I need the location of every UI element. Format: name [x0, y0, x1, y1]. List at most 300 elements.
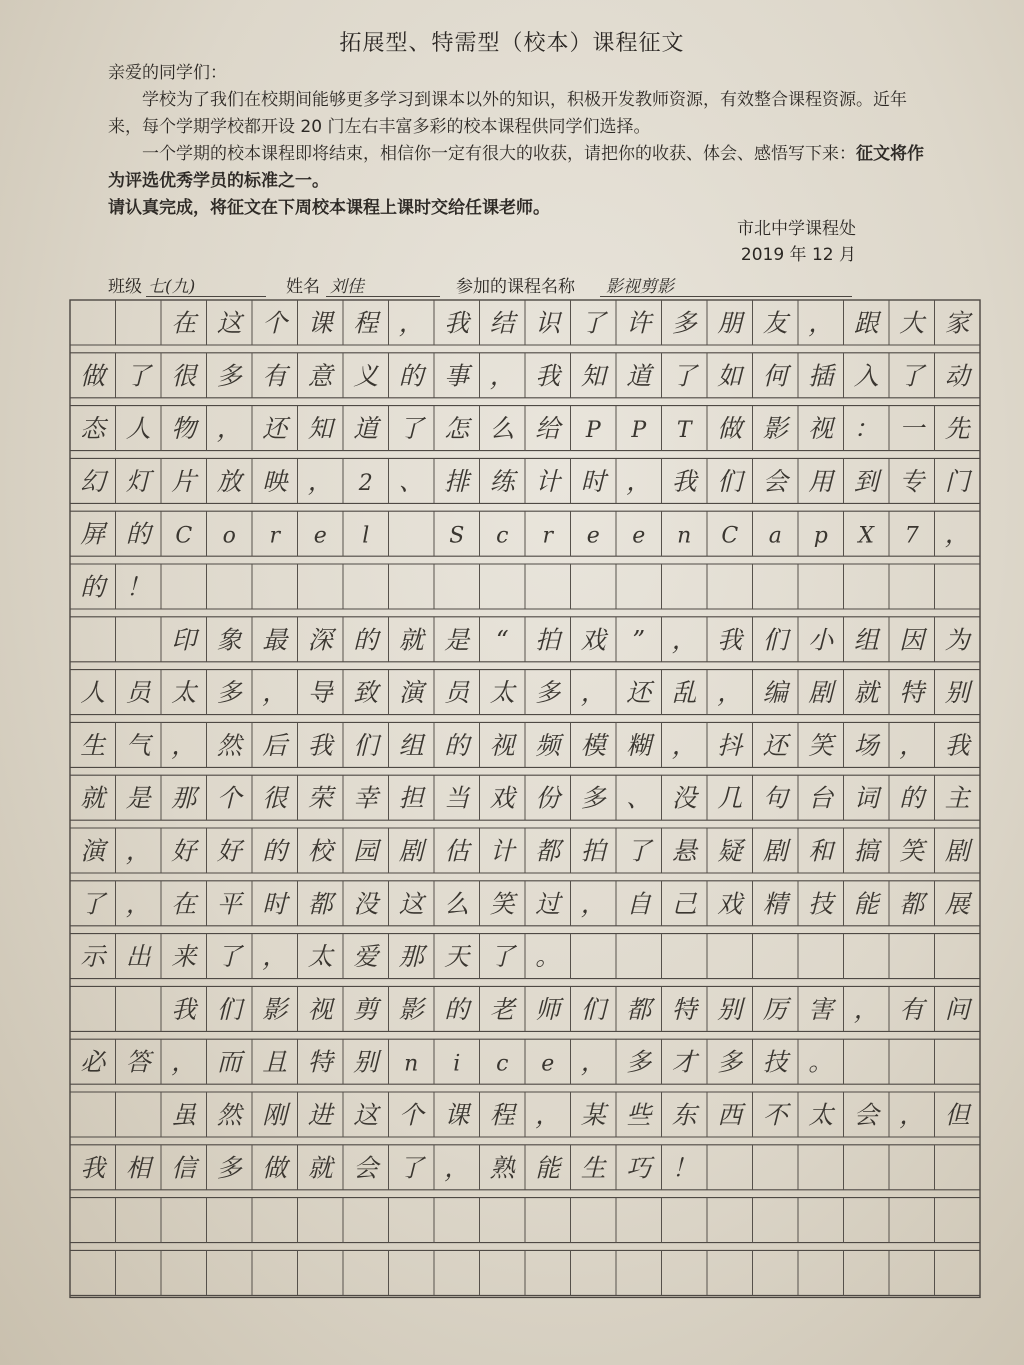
handwritten-char: 剧 — [944, 836, 970, 866]
handwritten-char: 别 — [717, 994, 743, 1024]
handwritten-char: 天 — [444, 942, 470, 972]
handwritten-char: 的 — [398, 361, 424, 391]
handwritten-char: ， — [580, 1047, 606, 1077]
handwritten-char: C — [721, 523, 739, 549]
issuer: 市北中学课程处 — [737, 219, 856, 239]
handwritten-char: 的 — [262, 836, 288, 866]
handwritten-char: 程 — [489, 1100, 515, 1130]
handwritten-char: 都 — [535, 836, 561, 866]
handwritten-char: 了 — [899, 361, 925, 391]
handwritten-char: 会 — [762, 466, 788, 496]
handwritten-char: 己 — [671, 889, 697, 919]
grid-row — [70, 617, 980, 662]
handwritten-char: 组 — [398, 730, 424, 760]
handwritten-char: 还 — [762, 730, 788, 760]
handwritten-char: 给 — [535, 414, 561, 444]
handwritten-char: 个 — [262, 308, 288, 338]
grid-row — [70, 722, 980, 767]
handwritten-char: P — [631, 418, 647, 444]
handwritten-char: 特 — [899, 678, 925, 708]
handwritten-char: 拍 — [580, 836, 606, 866]
handwritten-char: 组 — [853, 625, 879, 655]
handwritten-char: 大 — [899, 308, 925, 338]
handwritten-char: 的 — [444, 730, 470, 760]
handwritten-char: 后 — [262, 730, 288, 760]
handwritten-char: 我 — [671, 466, 697, 496]
handwritten-char: 师 — [535, 994, 561, 1024]
handwritten-char: ， — [626, 466, 652, 496]
handwritten-char: ， — [125, 836, 151, 866]
handwritten-char: 了 — [580, 308, 606, 338]
handwritten-char: l — [362, 523, 370, 549]
intro-paragraph-2-emphasis: 征文将作为评选优秀学员的标准之一。 — [108, 144, 924, 191]
handwritten-char: 太 — [808, 1100, 834, 1130]
handwritten-char: 结 — [489, 308, 515, 338]
handwritten-char: 进 — [307, 1100, 333, 1130]
grid-row — [70, 934, 980, 979]
handwritten-char: 人 — [125, 414, 151, 444]
handwritten-char: 还 — [626, 678, 652, 708]
handwritten-char: 了 — [489, 942, 515, 972]
handwritten-char: 太 — [489, 678, 515, 708]
handwritten-char: r — [269, 523, 281, 549]
handwritten-char: 抖 — [717, 730, 743, 760]
handwritten-char: ， — [216, 414, 242, 444]
handwritten-char: 知 — [580, 361, 606, 391]
handwritten-char: 剧 — [398, 836, 424, 866]
handwritten-char: 模 — [580, 730, 606, 760]
handwritten-char: 爱 — [353, 942, 379, 972]
handwritten-char: 别 — [944, 678, 970, 708]
handwritten-char: 我 — [171, 994, 197, 1024]
handwritten-char: 门 — [944, 466, 970, 496]
handwritten-char: 课 — [307, 308, 333, 338]
handwritten-char: 先 — [944, 414, 970, 444]
handwritten-char: 笑 — [899, 836, 925, 866]
handwritten-char: 太 — [171, 678, 197, 708]
grid-row — [70, 1039, 980, 1084]
handwritten-char: ， — [671, 730, 697, 760]
handwritten-char: o — [222, 523, 236, 549]
handwritten-char: 们 — [580, 994, 606, 1024]
handwritten-char: 搞 — [853, 836, 879, 866]
handwritten-char: 主 — [944, 783, 970, 813]
handwritten-char: 问 — [944, 994, 970, 1024]
handwritten-char: 而 — [216, 1047, 242, 1077]
handwritten-char: 、 — [626, 783, 652, 813]
handwritten-char: 出 — [125, 942, 151, 972]
issue-date: 2019 年 12 月 — [740, 245, 856, 265]
name-value[interactable]: 刘佳 — [330, 277, 364, 297]
handwritten-char: 映 — [262, 466, 288, 496]
handwritten-char: ， — [444, 1153, 470, 1183]
handwritten-char: 跟 — [853, 308, 879, 338]
handwritten-char: ， — [853, 994, 879, 1024]
handwritten-char: 我 — [307, 730, 333, 760]
handwritten-char: 人 — [80, 678, 106, 708]
handwritten-char: 害 — [808, 994, 834, 1024]
handwritten-char: 了 — [671, 361, 697, 391]
handwritten-char: 知 — [307, 414, 333, 444]
handwritten-char: ， — [398, 308, 424, 338]
handwritten-char: 笑 — [489, 889, 515, 919]
handwritten-char: 过 — [535, 889, 561, 919]
handwritten-char: 校 — [307, 836, 333, 866]
handwritten-char: 能 — [853, 889, 879, 919]
handwritten-char: 怎 — [444, 414, 470, 444]
handwritten-char: 生 — [80, 730, 106, 760]
handwritten-char: 朋 — [717, 308, 743, 338]
handwritten-char: 动 — [944, 361, 970, 391]
handwritten-char: 拍 — [535, 625, 561, 655]
handwritten-char: “ — [495, 625, 509, 655]
handwritten-char: 视 — [808, 414, 834, 444]
handwritten-char: 员 — [444, 678, 470, 708]
handwritten-char: 幻 — [80, 466, 106, 496]
handwritten-char: 会 — [353, 1153, 379, 1183]
handwritten-char: 幸 — [353, 783, 379, 813]
handwritten-char: 都 — [626, 994, 652, 1024]
handwritten-char: 专 — [899, 466, 925, 496]
handwritten-char: e — [632, 523, 646, 549]
handwritten-char: 好 — [216, 836, 242, 866]
grid-row — [70, 1198, 980, 1243]
handwritten-char: 插 — [808, 361, 834, 391]
handwritten-char: ， — [580, 889, 606, 919]
handwritten-char: 些 — [626, 1100, 652, 1130]
handwritten-char: 还 — [262, 414, 288, 444]
greeting: 亲爱的同学们： — [108, 63, 227, 83]
handwritten-char: 句 — [762, 783, 788, 813]
handwritten-char: X — [858, 523, 875, 549]
handwritten-char: 影 — [398, 994, 424, 1024]
intro-paragraph-2-text: 一个学期的校本课程即将结束，相信你一定有很大的收获，请把你的收获、体会、感悟写下来： — [142, 144, 856, 164]
handwritten-char: 做 — [80, 361, 106, 391]
handwritten-char: ： — [853, 414, 879, 444]
handwritten-char: 乱 — [671, 678, 697, 708]
handwritten-char: 用 — [808, 466, 834, 496]
handwritten-char: 印 — [171, 625, 197, 655]
handwritten-char: 然 — [216, 730, 242, 760]
handwritten-char: 编 — [762, 678, 788, 708]
handwritten-char: 相 — [125, 1153, 151, 1183]
handwritten-char: 估 — [444, 836, 470, 866]
handwritten-char: 一 — [899, 414, 925, 444]
handwritten-char: 的 — [80, 572, 106, 602]
grid-row — [70, 1250, 980, 1295]
handwritten-char: 技 — [762, 1047, 788, 1077]
handwritten-char: 了 — [125, 361, 151, 391]
handwritten-char: 做 — [717, 414, 743, 444]
handwritten-char: 小 — [808, 625, 834, 655]
handwritten-char: 2 — [358, 470, 373, 496]
handwritten-char: ， — [717, 678, 743, 708]
handwritten-char: 很 — [171, 361, 197, 391]
handwritten-char: 做 — [262, 1153, 288, 1183]
handwritten-char: 导 — [307, 678, 333, 708]
handwritten-char: 能 — [535, 1153, 561, 1183]
handwritten-char: 然 — [216, 1100, 242, 1130]
handwritten-char: 没 — [353, 889, 379, 919]
handwritten-char: 友 — [762, 308, 788, 338]
handwritten-char: 且 — [262, 1047, 288, 1077]
handwritten-char: ， — [899, 1100, 925, 1130]
handwritten-char: 技 — [808, 889, 834, 919]
handwritten-char: 我 — [944, 730, 970, 760]
handwritten-char: ， — [125, 889, 151, 919]
handwritten-char: 象 — [216, 625, 242, 655]
handwritten-char: 是 — [444, 625, 470, 655]
handwritten-char: 频 — [535, 730, 561, 760]
handwritten-char: 那 — [171, 783, 197, 813]
handwritten-char: 片 — [171, 466, 197, 496]
handwritten-char: ！ — [671, 1153, 697, 1183]
handwritten-char: 到 — [853, 466, 879, 496]
handwritten-char: ， — [307, 466, 333, 496]
handwritten-char: 笑 — [808, 730, 834, 760]
handwritten-char: 我 — [444, 308, 470, 338]
class-value[interactable]: 七(九) — [148, 277, 196, 297]
handwritten-char: 厉 — [762, 994, 788, 1024]
handwritten-char: 的 — [353, 625, 379, 655]
handwritten-char: 都 — [307, 889, 333, 919]
handwritten-char: 老 — [489, 994, 515, 1024]
handwritten-char: ！ — [125, 572, 151, 602]
handwritten-char: 词 — [853, 783, 879, 813]
handwritten-char: 台 — [808, 783, 834, 813]
handwritten-char: 悬 — [671, 836, 697, 866]
handwritten-char: ， — [262, 678, 288, 708]
handwritten-char: 园 — [353, 836, 379, 866]
handwritten-char: ， — [671, 625, 697, 655]
handwritten-char: 家 — [944, 308, 970, 338]
intro-paragraph-1: 学校为了我们在校期间能够更多学习到课本以外的知识，积极开发教师资源，有效整合课程资源。近年来，每个学期学校都开设 20 门左右丰富多彩的校本课程供同学们选择。 — [108, 90, 907, 137]
handwritten-char: 西 — [717, 1100, 743, 1130]
handwritten-char: c — [496, 1051, 509, 1077]
handwritten-char: 多 — [717, 1047, 743, 1077]
handwritten-char: 很 — [262, 783, 288, 813]
grid-row — [70, 406, 980, 451]
name-label: 姓名 — [286, 277, 320, 297]
handwritten-char: 放 — [216, 466, 242, 496]
handwritten-char: 熟 — [489, 1153, 515, 1183]
intro-paragraph-3: 请认真完成，将征文在下周校本课程上课时交给任课老师。 — [108, 198, 550, 218]
handwritten-char: 我 — [80, 1153, 106, 1183]
handwritten-char: e — [313, 523, 327, 549]
handwritten-char: 别 — [353, 1047, 379, 1077]
handwritten-char: 来 — [171, 942, 197, 972]
handwritten-char: 示 — [80, 942, 106, 972]
handwritten-char: 特 — [307, 1047, 333, 1077]
grid-row — [70, 300, 980, 345]
handwritten-char: 为 — [944, 625, 970, 655]
handwritten-char: 会 — [853, 1100, 879, 1130]
handwritten-char: 最 — [262, 625, 288, 655]
handwritten-char: 识 — [535, 308, 561, 338]
handwritten-char: 屏 — [80, 519, 106, 549]
handwritten-char: 没 — [671, 783, 697, 813]
handwritten-char: 么 — [444, 889, 470, 919]
handwritten-char: 了 — [398, 1153, 424, 1183]
handwritten-char: 多 — [626, 1047, 652, 1077]
handwritten-char: 义 — [353, 361, 379, 391]
handwritten-char: 平 — [216, 889, 242, 919]
handwritten-char: 。 — [808, 1047, 834, 1077]
handwritten-char: 才 — [671, 1047, 697, 1077]
page-title: 拓展型、特需型（校本）课程征文 — [339, 31, 685, 56]
handwritten-char: 就 — [80, 783, 106, 813]
handwritten-char: 戏 — [489, 783, 515, 813]
handwritten-char: 7 — [904, 523, 919, 549]
handwritten-char: 几 — [717, 783, 743, 813]
handwritten-char: 好 — [171, 836, 197, 866]
handwritten-char: 糊 — [626, 730, 652, 760]
grid-row — [70, 881, 980, 926]
handwritten-char: i — [453, 1051, 461, 1077]
handwritten-char: 是 — [125, 783, 151, 813]
handwritten-char: 么 — [489, 414, 515, 444]
handwritten-char: ” — [632, 625, 646, 655]
handwritten-char: 有 — [262, 361, 288, 391]
grid-row — [70, 986, 980, 1031]
handwritten-char: ， — [262, 942, 288, 972]
handwritten-char: 多 — [216, 678, 242, 708]
handwritten-char: 展 — [944, 889, 970, 919]
handwritten-char: 如 — [717, 361, 743, 391]
grid-row — [70, 828, 980, 873]
handwritten-char: 们 — [717, 466, 743, 496]
handwritten-char: 剧 — [762, 836, 788, 866]
handwritten-char: 特 — [671, 994, 697, 1024]
handwritten-char: 影 — [762, 414, 788, 444]
handwritten-char: ， — [535, 1100, 561, 1130]
handwritten-char: 意 — [307, 361, 333, 391]
handwritten-char: 就 — [307, 1153, 333, 1183]
handwritten-char: 那 — [398, 942, 424, 972]
handwritten-char: 就 — [853, 678, 879, 708]
handwritten-char: 事 — [444, 361, 470, 391]
handwritten-char: ， — [899, 730, 925, 760]
grid-row — [70, 670, 980, 715]
grid-row — [70, 564, 980, 609]
handwritten-char: ， — [808, 308, 834, 338]
handwritten-char: 多 — [535, 678, 561, 708]
handwritten-char: 深 — [307, 625, 333, 655]
course-label: 参加的课程名称 — [456, 277, 575, 297]
handwritten-char: 影 — [262, 994, 288, 1024]
handwritten-char: 程 — [353, 308, 379, 338]
handwritten-char: 太 — [307, 942, 333, 972]
handwritten-char: n — [677, 523, 692, 549]
handwritten-char: 不 — [762, 1100, 788, 1130]
handwritten-char: p — [813, 523, 828, 549]
handwritten-char: e — [541, 1051, 555, 1077]
handwritten-char: 道 — [353, 414, 379, 444]
handwritten-char: 了 — [398, 414, 424, 444]
handwritten-char: 荣 — [307, 783, 333, 813]
grid-row — [70, 458, 980, 503]
handwritten-char: 和 — [808, 836, 834, 866]
handwritten-char: 剧 — [808, 678, 834, 708]
handwritten-char: 演 — [80, 836, 106, 866]
handwritten-char: 视 — [489, 730, 515, 760]
handwritten-char: 课 — [444, 1100, 470, 1130]
handwritten-char: 必 — [80, 1047, 106, 1077]
handwritten-char: 但 — [944, 1100, 970, 1130]
handwritten-char: 员 — [125, 678, 151, 708]
handwritten-char: 在 — [171, 889, 197, 919]
handwritten-char: r — [542, 523, 554, 549]
handwritten-char: 这 — [398, 889, 424, 919]
handwritten-char: 虽 — [171, 1100, 197, 1130]
handwritten-char: ， — [171, 1047, 197, 1077]
handwritten-char: ， — [171, 730, 197, 760]
handwritten-char: e — [586, 523, 600, 549]
handwritten-char: 练 — [489, 466, 515, 496]
handwritten-char: 某 — [580, 1100, 606, 1130]
handwritten-char: C — [175, 523, 193, 549]
grid-row — [70, 1145, 980, 1190]
handwritten-char: 道 — [626, 361, 652, 391]
grid-row — [70, 775, 980, 820]
grid-row — [70, 353, 980, 398]
handwritten-char: 多 — [580, 783, 606, 813]
handwritten-char: 在 — [171, 308, 197, 338]
handwritten-char: 就 — [398, 625, 424, 655]
handwritten-char: 信 — [171, 1153, 197, 1183]
handwritten-char: 剪 — [353, 994, 379, 1024]
handwritten-char: 、 — [398, 466, 424, 496]
handwritten-char: ， — [944, 519, 970, 549]
handwritten-char: 个 — [398, 1100, 424, 1130]
handwritten-char: 有 — [899, 994, 925, 1024]
handwritten-char: 这 — [216, 308, 242, 338]
handwritten-char: 们 — [762, 625, 788, 655]
handwritten-char: 我 — [535, 361, 561, 391]
handwritten-char: 计 — [535, 466, 561, 496]
handwritten-char: ， — [489, 361, 515, 391]
handwritten-char: 排 — [444, 466, 470, 496]
handwritten-char: 因 — [899, 625, 925, 655]
handwritten-char: a — [768, 523, 782, 549]
handwritten-char: 致 — [353, 678, 379, 708]
handwritten-char: 答 — [125, 1047, 151, 1077]
handwritten-char: 疑 — [717, 836, 743, 866]
handwritten-char: 时 — [580, 466, 606, 496]
handwritten-char: P — [585, 418, 601, 444]
handwritten-char: n — [404, 1051, 419, 1077]
handwritten-char: 灯 — [125, 466, 151, 496]
handwritten-char: 都 — [899, 889, 925, 919]
handwritten-char: S — [449, 523, 465, 549]
handwritten-char: 气 — [125, 730, 151, 760]
handwritten-char: 多 — [671, 308, 697, 338]
handwritten-char: 了 — [626, 836, 652, 866]
grid-row — [70, 511, 980, 556]
course-value[interactable]: 影视剪影 — [606, 277, 674, 297]
handwritten-char: 多 — [216, 1153, 242, 1183]
handwritten-char: 。 — [535, 942, 561, 972]
handwritten-char: ， — [580, 678, 606, 708]
grid-row — [70, 1092, 980, 1137]
handwritten-char: 的 — [899, 783, 925, 813]
handwritten-char: 态 — [80, 414, 106, 444]
handwritten-char: 许 — [626, 308, 652, 338]
handwritten-char: 戏 — [580, 625, 606, 655]
handwritten-char: 了 — [216, 942, 242, 972]
handwritten-char: 们 — [353, 730, 379, 760]
handwritten-char: 自 — [626, 889, 652, 919]
